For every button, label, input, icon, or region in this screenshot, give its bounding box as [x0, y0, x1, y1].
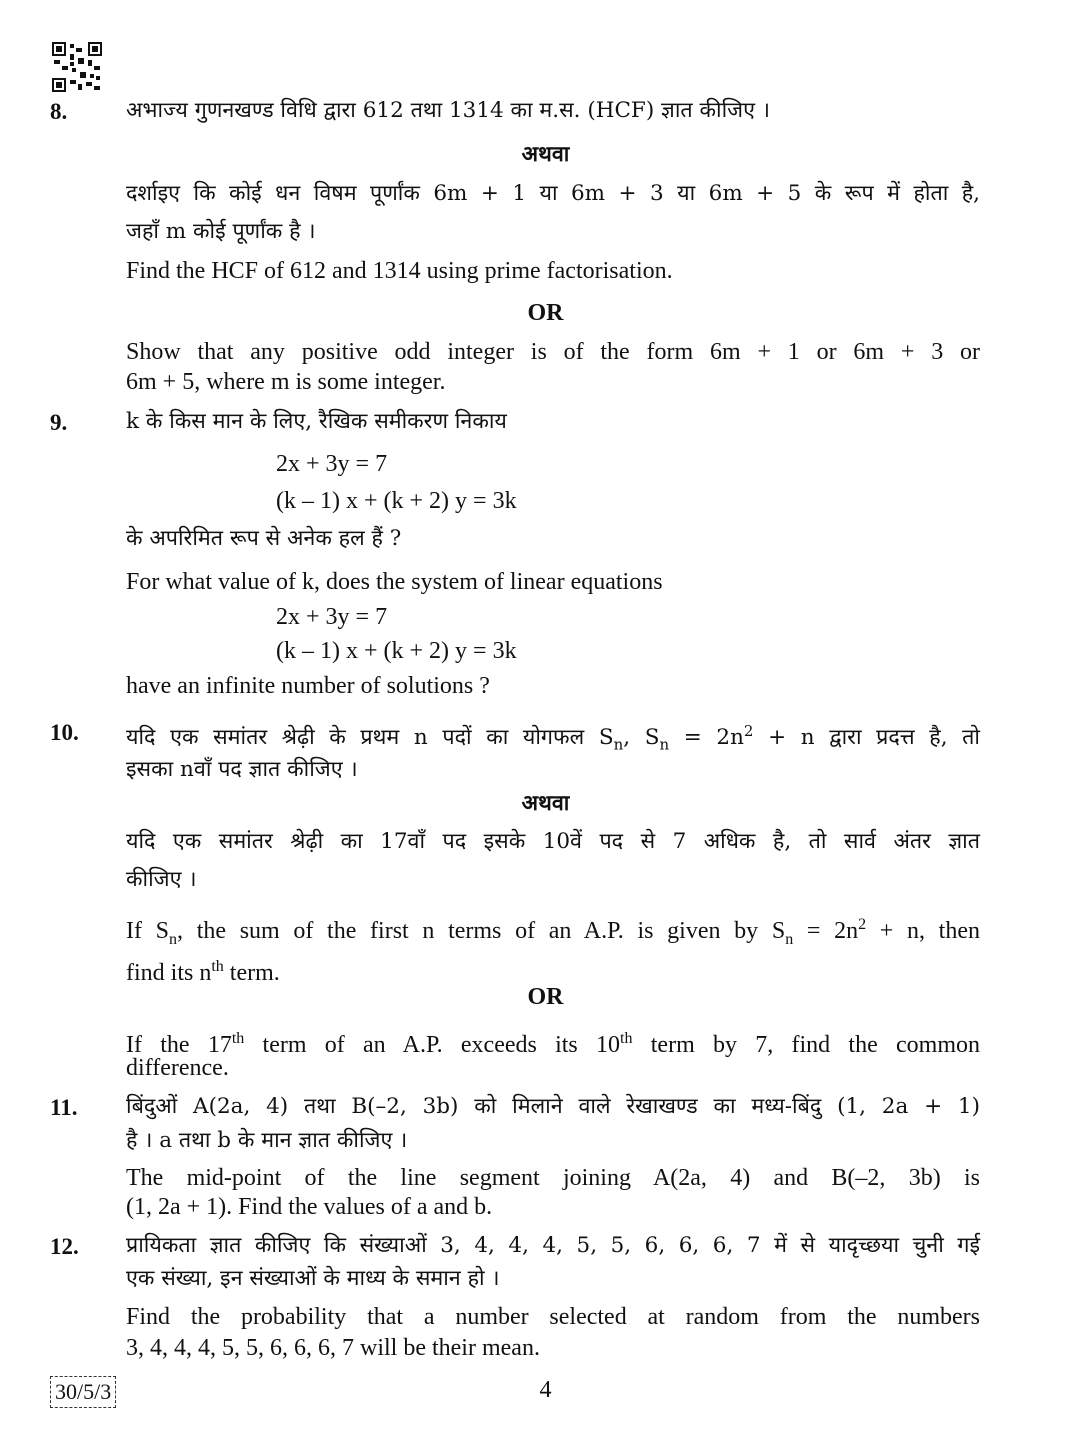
- q8-english-alt-line1: Show that any positive odd integer is of the form 6m + 1 or 6m + 3 or: [126, 339, 980, 365]
- question-number-10: 10.: [50, 720, 79, 745]
- q8-english-or: OR: [527, 300, 564, 326]
- q8-english-alt-line2: 6m + 5, where m is some integer.: [126, 369, 446, 395]
- question-number-8: 8.: [50, 99, 68, 124]
- q8-english-question: Find the HCF of 612 and 1314 using prime factorisation.: [126, 258, 673, 284]
- q8-hindi-or: अथवा: [521, 142, 570, 167]
- q12-hindi-line2: एक संख्या, इन संख्याओं के माध्य के समान हो ।: [126, 1266, 500, 1291]
- q9-english-intro: For what value of k, does the system of linear equations: [126, 569, 663, 595]
- q10-hindi-alt-line2: कीजिए ।: [126, 867, 197, 892]
- question-number-9: 9.: [50, 410, 68, 435]
- q9-english-outro: have an infinite number of solutions ?: [126, 673, 490, 699]
- q10-english-line2: find its $n^{th}$ term.: [126, 958, 280, 986]
- page-number: 4: [539, 1377, 552, 1403]
- q10-hindi-alt-line1: यदि एक समांतर श्रेढ़ी का 17वाँ पद इसके 10वें पद से 7 अधिक है, तो सार्व अंतर ज्ञात: [126, 829, 980, 854]
- q9-english-equation-1: 2x + 3y = 7: [276, 604, 388, 630]
- q11-english-line1: The mid-point of the line segment joining A(2a, 4) and B(–2, 3b) is: [126, 1165, 980, 1191]
- question-number-12: 12.: [50, 1234, 79, 1259]
- q9-hindi-equation-1: 2x + 3y = 7: [276, 451, 388, 477]
- q10-english-or: OR: [527, 984, 564, 1010]
- q8-hindi-alt-line1: दर्शाइए कि कोई धन विषम पूर्णांक 6m + 1 या 6m + 3 या 6m + 5 के रूप में होता है,: [126, 181, 980, 206]
- question-number-11: 11.: [50, 1095, 78, 1120]
- q10-hindi-or: अथवा: [521, 791, 570, 816]
- q12-english-line1: Find the probability that a number selected at random from the numbers: [126, 1304, 980, 1330]
- q9-english-equation-2: (k – 1) x + (k + 2) y = 3k: [276, 638, 517, 664]
- q10-english-line1: If $S_n$, the sum of the first n terms of an A.P. is given by $S_n = 2n^2 + n$, then: [126, 916, 980, 948]
- paper-code: 30/5/3: [50, 1376, 116, 1408]
- q11-hindi-line2: है । a तथा b के मान ज्ञात कीजिए ।: [126, 1128, 408, 1153]
- q9-hindi-intro: k के किस मान के लिए, रैखिक समीकरण निकाय: [126, 409, 507, 434]
- q12-hindi-line1: प्रायिकता ज्ञात कीजिए कि संख्याओं 3, 4, 4, 4, 5, 5, 6, 6, 6, 7 में से यादृच्छया चुनी गई: [126, 1233, 980, 1258]
- q11-english-line2: (1, 2a + 1). Find the values of a and b.: [126, 1194, 493, 1220]
- q10-hindi-line1: यदि एक समांतर श्रेढ़ी के प्रथम n पदों का योगफल $S_n$, $S_n = 2n^2 + n$ द्वारा प्रदत्त है, तो: [126, 722, 980, 754]
- qr-code-icon: [52, 42, 102, 92]
- q8-hindi-question: अभाज्य गुणनखण्ड विधि द्वारा 612 तथा 1314 का म.स. (HCF) ज्ञात कीजिए ।: [126, 98, 770, 123]
- q9-hindi-outro: के अपरिमित रूप से अनेक हल हैं ?: [126, 526, 402, 551]
- q9-hindi-equation-2: (k – 1) x + (k + 2) y = 3k: [276, 488, 517, 514]
- q10-english-alt-line2: difference.: [126, 1055, 229, 1081]
- q8-hindi-alt-line2: जहाँ m कोई पूर्णांक है ।: [126, 219, 316, 244]
- q10-hindi-line2: इसका nवाँ पद ज्ञात कीजिए ।: [126, 757, 358, 782]
- q10-english-alt-line1: If the 17th term of an A.P. exceeds its 10th term by 7, find the common: [126, 1030, 980, 1058]
- q11-hindi-line1: बिंदुओं A(2a, 4) तथा B(–2, 3b) को मिलाने वाले रेखाखण्ड का मध्य-बिंदु (1, 2a + 1): [126, 1094, 980, 1119]
- q12-english-line2: 3, 4, 4, 4, 5, 5, 6, 6, 6, 7 will be their mean.: [126, 1335, 540, 1361]
